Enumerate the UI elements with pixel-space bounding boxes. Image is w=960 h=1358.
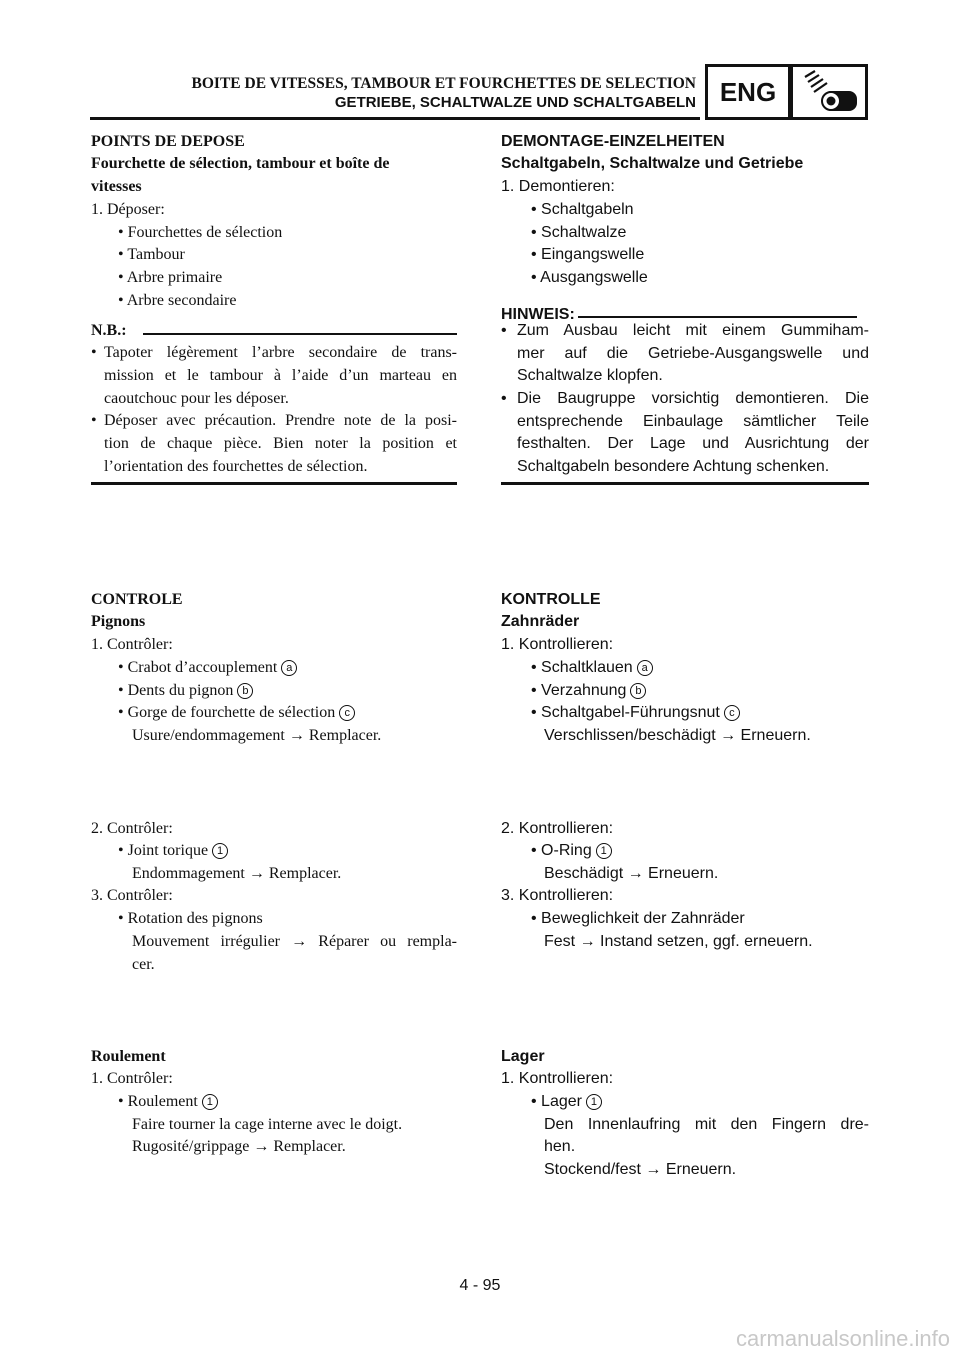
eng-badge: ENG <box>705 64 791 120</box>
de-step-1: 1. Kontrollieren: <box>501 636 614 653</box>
de-result: Stockend/fest → Erneuern. <box>544 1161 737 1178</box>
de-note-bullet: • <box>501 322 507 339</box>
fr-section-title-depose: POINTS DE DEPOSE <box>91 133 245 150</box>
fr-note-bullet: • <box>91 412 97 429</box>
de-note-end-rule <box>501 482 869 485</box>
de-list-item: • Lager 1 <box>531 1091 899 1113</box>
marker-1: 1 <box>596 843 612 859</box>
fr-note-rule <box>143 333 457 335</box>
de-note1-line1: Zum Ausbau leicht mit einem Gummiham- <box>517 322 869 339</box>
fr-list-item: • Gorge de fourchette de sélection c <box>118 702 484 724</box>
fr-step-deposer: 1. Déposer: <box>91 201 165 218</box>
fr-note-label: N.B.: <box>91 322 127 339</box>
de-step-2: 2. Kontrollieren: <box>501 820 614 837</box>
marker-1: 1 <box>212 843 228 859</box>
engine-gear-icon <box>790 64 868 120</box>
marker-1: 1 <box>586 1094 602 1110</box>
fr-list-item: • Tambour <box>118 246 185 263</box>
header-title-fr: BOITE DE VITESSES, TAMBOUR ET FOURCHETTES DE SELECTION <box>191 75 696 92</box>
fr-list-item: • Joint torique 1 <box>118 840 484 862</box>
fr-note2-line1: Déposer avec précaution. Prendre note de la posi- <box>104 412 457 429</box>
de-result: Fest → Instand setzen, ggf. erneuern. <box>544 933 813 950</box>
de-note1-line3: Schaltwalze klopfen. <box>517 367 663 384</box>
de-note1-line2: mer auf die Getriebe-Ausgangswelle und <box>517 345 869 362</box>
fr-subtitle-pignons: Pignons <box>91 613 146 630</box>
marker-b: b <box>237 683 253 699</box>
de-result: hen. <box>544 1138 576 1155</box>
fr-result: Rugosité/grippage → Remplacer. <box>132 1138 346 1155</box>
fr-list-item: • Roulement 1 <box>118 1091 484 1113</box>
fr-list-item: • Rotation des pignons <box>118 910 263 927</box>
de-list-item: • Schaltklauen a <box>531 657 899 679</box>
de-list-item: • Schaltwalze <box>531 224 627 241</box>
fr-result: Mouvement irrégulier → Réparer ou rempla- <box>132 933 457 950</box>
fr-step-3: 3. Contrôler: <box>91 887 173 904</box>
de-list-item: • Ausgangswelle <box>531 269 648 286</box>
marker-1: 1 <box>202 1094 218 1110</box>
fr-result: Usure/endommagement → Remplacer. <box>132 727 382 744</box>
de-step-3: 3. Kontrollieren: <box>501 887 614 904</box>
fr-result: Faire tourner la cage interne avec le doigt. <box>132 1116 403 1133</box>
fr-note-end-rule <box>91 482 457 485</box>
de-note-rule <box>578 316 857 318</box>
page-number: 4 - 95 <box>459 1277 501 1294</box>
fr-note1-line2: mission et le tambour à l’aide d’un marteau en <box>104 367 457 384</box>
fr-list-item: • Dents du pignon b <box>118 680 484 702</box>
de-list-item: • Schaltgabeln <box>531 201 634 218</box>
de-list-item: • Verzahnung b <box>531 680 899 702</box>
de-list-item: • Schaltgabel-Führungsnut c <box>531 702 899 724</box>
de-section-title-demontage: DEMONTAGE-EINZELHEITEN <box>501 133 725 150</box>
fr-section-title-controle: CONTROLE <box>91 591 183 608</box>
fr-list-item: • Arbre primaire <box>118 269 223 286</box>
de-note2-line2: entsprechende Einbaulage sämtlicher Teile <box>517 413 869 430</box>
de-result: Beschädigt → Erneuern. <box>544 865 719 882</box>
fr-step-1: 1. Contrôler: <box>91 1070 173 1087</box>
fr-note1-line1: Tapoter légèrement l’arbre secondaire de trans- <box>104 344 457 361</box>
fr-subtitle-roulement: Roulement <box>91 1048 166 1065</box>
de-list-item: • Eingangswelle <box>531 246 645 263</box>
de-subtitle-lager: Lager <box>501 1048 545 1065</box>
header-rule <box>90 117 700 120</box>
de-note-label: HINWEIS: <box>501 306 575 323</box>
de-list-item: • O-Ring 1 <box>531 840 899 862</box>
fr-note2-line2: tion de chaque pièce. Bien noter la position et <box>104 435 457 452</box>
de-step-1: 1. Kontrollieren: <box>501 1070 614 1087</box>
fr-result: cer. <box>132 956 155 973</box>
de-result: Den Innenlaufring mit den Fingern dre- <box>544 1116 869 1133</box>
fr-step-2: 2. Contrôler: <box>91 820 173 837</box>
marker-c: c <box>724 705 740 721</box>
marker-c: c <box>339 705 355 721</box>
fr-list-item: • Fourchettes de sélection <box>118 224 283 241</box>
fr-note1-line3: caoutchouc pour les déposer. <box>104 390 289 407</box>
de-subtitle-zahnraeder: Zahnräder <box>501 613 580 630</box>
de-step-demontieren: 1. Demontieren: <box>501 178 615 195</box>
watermark: carmanualsonline.info <box>735 1326 950 1351</box>
fr-result: Endommagement → Remplacer. <box>132 865 342 882</box>
header-title-de: GETRIEBE, SCHALTWALZE UND SCHALTGABELN <box>334 94 696 111</box>
fr-note2-line3: l’orientation des fourchettes de sélection. <box>104 458 368 475</box>
de-note-bullet: • <box>501 390 507 407</box>
fr-subtitle-line1: Fourchette de sélection, tambour et boîte de <box>91 155 390 172</box>
de-list-item: • Beweglichkeit der Zahnräder <box>531 910 745 927</box>
de-note2-line1: Die Baugruppe vorsichtig demontieren. Die <box>517 390 869 407</box>
de-note2-line4: Schaltgabeln besondere Achtung schenken. <box>517 458 830 475</box>
de-note2-line3: festhalten. Der Lage und Ausrichtung der <box>517 435 869 452</box>
de-subtitle: Schaltgabeln, Schaltwalze und Getriebe <box>501 155 804 172</box>
fr-step-1: 1. Contrôler: <box>91 636 173 653</box>
fr-list-item: • Crabot d’accouplement a <box>118 657 484 679</box>
marker-b: b <box>630 683 646 699</box>
fr-list-item: • Arbre secondaire <box>118 292 237 309</box>
de-result: Verschlissen/beschädigt → Erneuern. <box>544 727 811 744</box>
fr-subtitle-line2: vitesses <box>91 178 142 195</box>
de-section-title-kontrolle: KONTROLLE <box>501 591 601 608</box>
marker-a: a <box>637 660 653 676</box>
marker-a: a <box>281 660 297 676</box>
fr-note-bullet: • <box>91 344 97 361</box>
